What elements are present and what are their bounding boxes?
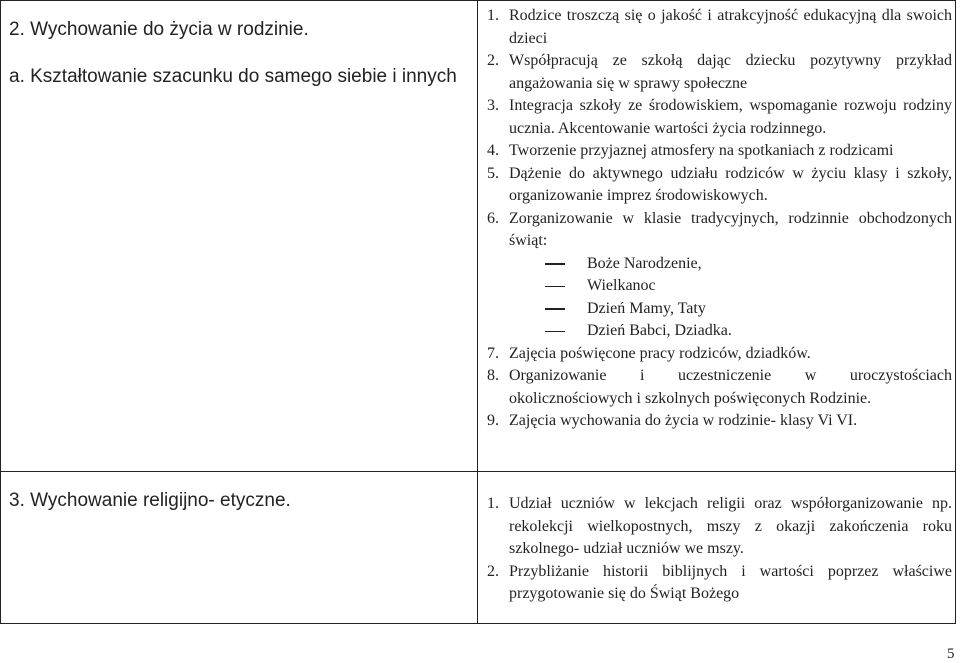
column-divider (477, 1, 478, 623)
dash-bullet (545, 286, 565, 288)
religious-activities-list (487, 493, 952, 606)
list-item: 1. Udział uczniów w lekcjach religii oraz współorganizowanie np. rekolekcji wielkopostnych, mszy z okazji zakończenia roku szkolnego- udział uczniów we mszy. (487, 495, 952, 557)
list-item: 4. Tworzenie przyjaznej atmosfery na spotkaniach z rodzicami (487, 142, 894, 159)
holiday-item: Wielkanoc (545, 275, 952, 298)
list-item: 6. Zorganizowanie w klasie tradycyjnych, rodzinnie obchodzonych świąt: (487, 209, 952, 249)
list-item: 2. Współpracują ze szkołą dając dziecku pozytywny przykład angażowania się w sprawy społeczne (487, 52, 952, 92)
holiday-item: Dzień Babci, Dziadka. (545, 320, 952, 343)
row-divider (1, 471, 955, 472)
holiday-item: Boże Narodzenie, (545, 253, 952, 276)
list-item: 1. Rodzice troszczą się o jakość i atrakcyjność edukacyjną dla swoich dzieci (487, 7, 952, 47)
list-item: 5. Dążenie do aktywnego udziału rodziców w życiu klasy i szkoły, organizowanie imprez środowiskowych. (487, 164, 952, 204)
dash-bullet (545, 308, 565, 310)
dash-bullet (545, 331, 565, 333)
holiday-item: Dzień Mamy, Taty (545, 298, 952, 321)
section-heading-religious: 3. Wychowanie religijno- etyczne. (9, 490, 291, 511)
dash-bullet (545, 263, 565, 265)
subsection-heading-respect: a. Kształtowanie szacunku do samego siebie i innych (9, 66, 457, 87)
list-item: 8. Organizowanie i uczestniczenie w uroczystościach okolicznościowych i szkolnych poświęconych Rodzinie. (487, 367, 952, 407)
section-heading-family: 2. Wychowanie do życia w rodzinie. (9, 19, 309, 40)
family-activities-list (487, 5, 952, 433)
list-item: 3. Integracja szkoły ze środowiskiem, wspomaganie rozwoju rodziny ucznia. Akcentowanie wartości życia rodzinnego. (487, 97, 952, 137)
list-item: 7. Zajęcia poświęcone pracy rodziców, dziadków. (487, 344, 811, 362)
list-item: 2. Przybliżanie historii biblijnych i wartości poprzez właściwe przygotowanie się do Świąt Bożego (487, 562, 952, 602)
page-number: 5 (947, 646, 955, 662)
list-item: 9. Zajęcia wychowania do życia w rodzinie- klasy Vi VI. (487, 412, 858, 429)
